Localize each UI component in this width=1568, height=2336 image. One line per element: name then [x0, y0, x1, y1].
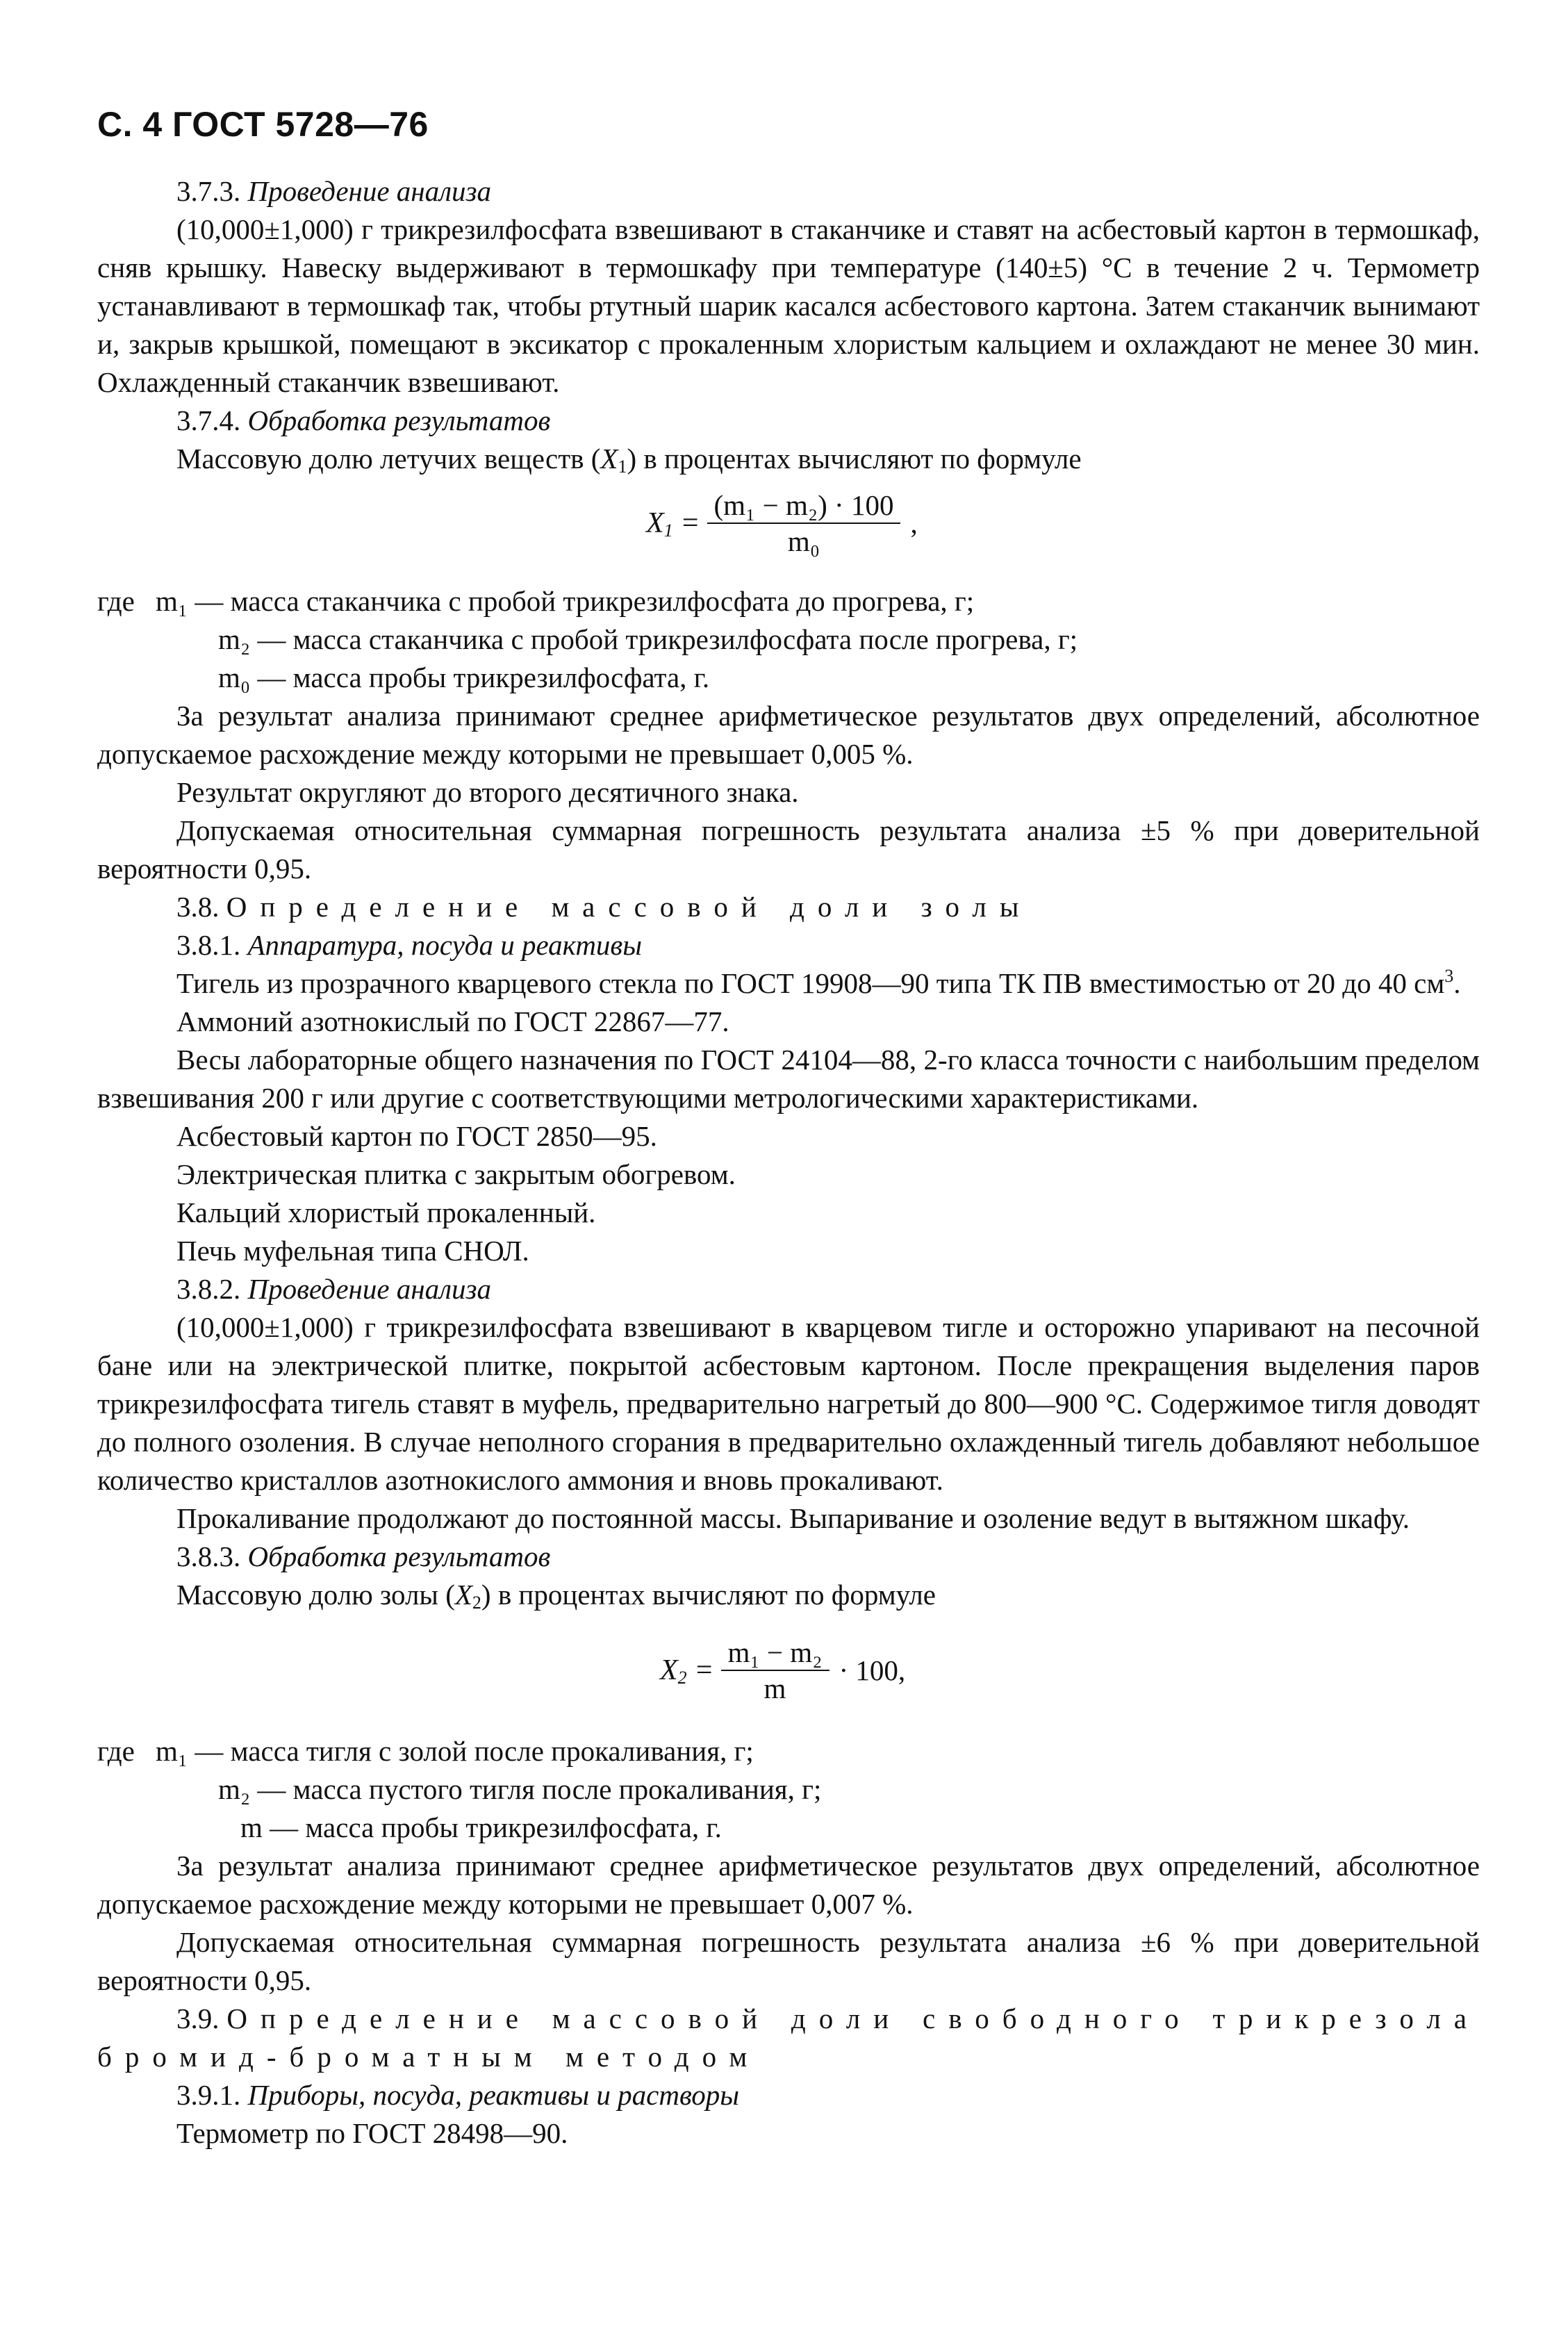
section-heading-3-7-4	[97, 402, 1480, 440]
paragraph: Асбестовый картон по ГОСТ 2850—95.	[176, 1120, 657, 1152]
subscript: 2	[677, 1667, 687, 1688]
legend-line	[97, 1732, 1480, 1770]
denominator: m	[764, 1672, 786, 1704]
legend-line: m₂ — масса пустого тигля после прокаливания, г;	[218, 1773, 822, 1805]
formula-intro	[97, 1576, 1480, 1614]
paragraph	[97, 964, 1480, 1003]
section-heading-3-8-1	[97, 926, 1480, 964]
subscript: 1	[663, 520, 673, 541]
text: ) в процентах вычисляют по формуле	[481, 1579, 936, 1611]
section-title: Проведение анализа	[247, 1273, 492, 1305]
section-number: 3.8.	[176, 891, 220, 923]
paragraph: За результат анализа принимают среднее арифметическое результатов двух определений, абсолютное допускаемое расхождение между которыми не превышает 0,005 %.	[97, 700, 1480, 770]
section-number: 3.8.1.	[176, 929, 241, 961]
paragraph: Электрическая плитка с закрытым обогревом.	[176, 1158, 736, 1190]
where-label: где	[97, 1735, 135, 1767]
fraction	[707, 488, 901, 559]
paragraph: Весы лабораторные общего назначения по ГОСТ 24104—88, 2-го класса точности с наибольшим пределом взвешивания 200 г или другие с соответствующими метрологическими характеристиками.	[97, 1044, 1480, 1114]
variable: X	[646, 507, 664, 539]
text: Тигель из прозрачного кварцевого стекла по ГОСТ 19908—90 типа ТК ПВ вместимостью от 20 до 40 см	[176, 967, 1445, 999]
formula-tail: · 100,	[839, 1654, 906, 1686]
section-number: 3.8.2.	[176, 1273, 241, 1305]
document-body	[97, 172, 1480, 2153]
section-title: Аппаратура, посуда и реактивы	[247, 929, 642, 961]
formula-lhs: $X_2$ =	[660, 1654, 714, 1688]
formula-intro	[97, 440, 1480, 478]
section-title: Приборы, посуда, реактивы и растворы	[247, 2079, 739, 2111]
fraction	[721, 1635, 830, 1706]
numerator: (m₁ − m₂) · 100	[713, 489, 894, 521]
legend-line: m₀ — масса пробы трикрезилфосфата, г.	[218, 661, 710, 693]
section-number: 3.8.3.	[176, 1540, 241, 1572]
section-number: 3.9.1.	[176, 2079, 241, 2111]
section-heading-3-8	[97, 888, 1480, 926]
variable: X	[454, 1579, 472, 1611]
section-heading-3-8-3	[97, 1538, 1480, 1576]
paragraph: Аммоний азотнокислый по ГОСТ 22867—77.	[176, 1005, 729, 1037]
formula-1	[97, 478, 1480, 582]
variable: X	[600, 443, 618, 475]
section-title: Проведение анализа	[247, 175, 492, 207]
page-header: С. 4 ГОСТ 5728—76	[97, 105, 429, 144]
paragraph: Результат округляют до второго десятичного знака.	[176, 776, 799, 808]
formula-lhs: $X_1$ =	[646, 507, 700, 541]
section-title: Обработка результатов	[247, 404, 551, 436]
where-label: где	[97, 585, 135, 617]
paragraph: Допускаемая относительная суммарная погрешность результата анализа ±6 % при доверительной вероятности 0,95.	[97, 1926, 1480, 1996]
subscript: 2	[472, 1593, 481, 1613]
paragraph: (10,000±1,000) г трикрезилфосфата взвешивают в кварцевом тигле и осторожно упаривают на песочной бане или на электрической плитке, покрытой асбестовым картоном. После прекращения выделения паров трикрезилфосфата тигель ставят в муфель, предварительно нагретый до 800—900 °С. Содержимое тигля доводят до полного озоления. В случае неполного сгорания в предварительно охлажденный тигель добавляют небольшое количество кристаллов азотнокислого аммония и вновь прокаливают.	[97, 1311, 1480, 1496]
formula-tail: ,	[910, 507, 918, 539]
formula-2	[97, 1614, 1480, 1732]
paragraph: (10,000±1,000) г трикрезилфосфата взвешивают в стаканчике и ставят на асбестовый картон в термошкаф, сняв крышку. Навеску выдерживают в термошкафу при температуре (140±5) °С в течение 2 ч. Термометр устанавливают в термошкаф так, чтобы ртутный шарик касался асбестового картона. Затем стаканчик вынимают и, закрыв крышкой, помещают в эксикатор с прокаленным хлористым кальцием и охлаждают не менее 30 мин. Охлажденный стаканчик взвешивают.	[97, 213, 1480, 398]
section-heading-3-9	[97, 2000, 1480, 2076]
paragraph: Прокаливание продолжают до постоянной массы. Выпаривание и озоление ведут в вытяжном шкафу.	[176, 1502, 1410, 1534]
section-title: Обработка результатов	[247, 1540, 551, 1572]
paragraph: Термометр по ГОСТ 28498—90.	[176, 2117, 568, 2149]
subscript: 1	[618, 456, 627, 477]
legend-text: m₁ — масса стаканчика с пробой трикрезилфосфата до прогрева, г;	[156, 585, 975, 617]
numerator: m₁ − m₂	[727, 1636, 823, 1668]
section-heading-3-7-3	[97, 172, 1480, 211]
legend-line: m — масса пробы трикрезилфосфата, г.	[240, 1811, 722, 1843]
section-title: Определение массовой доли золы	[226, 891, 1032, 923]
legend-line: m₂ — масса стаканчика с пробой трикрезилфосфата после прогрева, г;	[218, 623, 1078, 655]
section-heading-3-9-1	[97, 2076, 1480, 2114]
text: ) в процентах вычисляют по формуле	[627, 443, 1082, 475]
text: Массовую долю золы (	[176, 1579, 455, 1611]
paragraph: Кальций хлористый прокаленный.	[176, 1196, 596, 1228]
paragraph: Печь муфельная типа СНОЛ.	[176, 1235, 529, 1267]
paragraph: Допускаемая относительная суммарная погрешность результата анализа ±5 % при доверительной вероятности 0,95.	[97, 814, 1480, 885]
variable: X	[660, 1654, 678, 1686]
legend-text: m₁ — масса тигля с золой после прокаливания, г;	[156, 1735, 754, 1767]
denominator: m₀	[787, 525, 820, 557]
section-number: 3.9.	[176, 2002, 220, 2034]
paragraph: За результат анализа принимают среднее арифметическое результатов двух определений, абсолютное допускаемое расхождение между которыми не превышает 0,007 %.	[97, 1850, 1480, 1920]
legend-line	[97, 582, 1480, 620]
text: Массовую долю летучих веществ (	[176, 443, 601, 475]
section-number: 3.7.3.	[176, 175, 241, 207]
superscript: 3	[1444, 966, 1454, 986]
section-heading-3-8-2	[97, 1270, 1480, 1308]
section-number: 3.7.4.	[176, 404, 241, 436]
text: .	[1453, 967, 1461, 999]
section-title: Определение массовой доли свободного трикрезола бромид-броматным методом	[97, 2002, 1480, 2073]
